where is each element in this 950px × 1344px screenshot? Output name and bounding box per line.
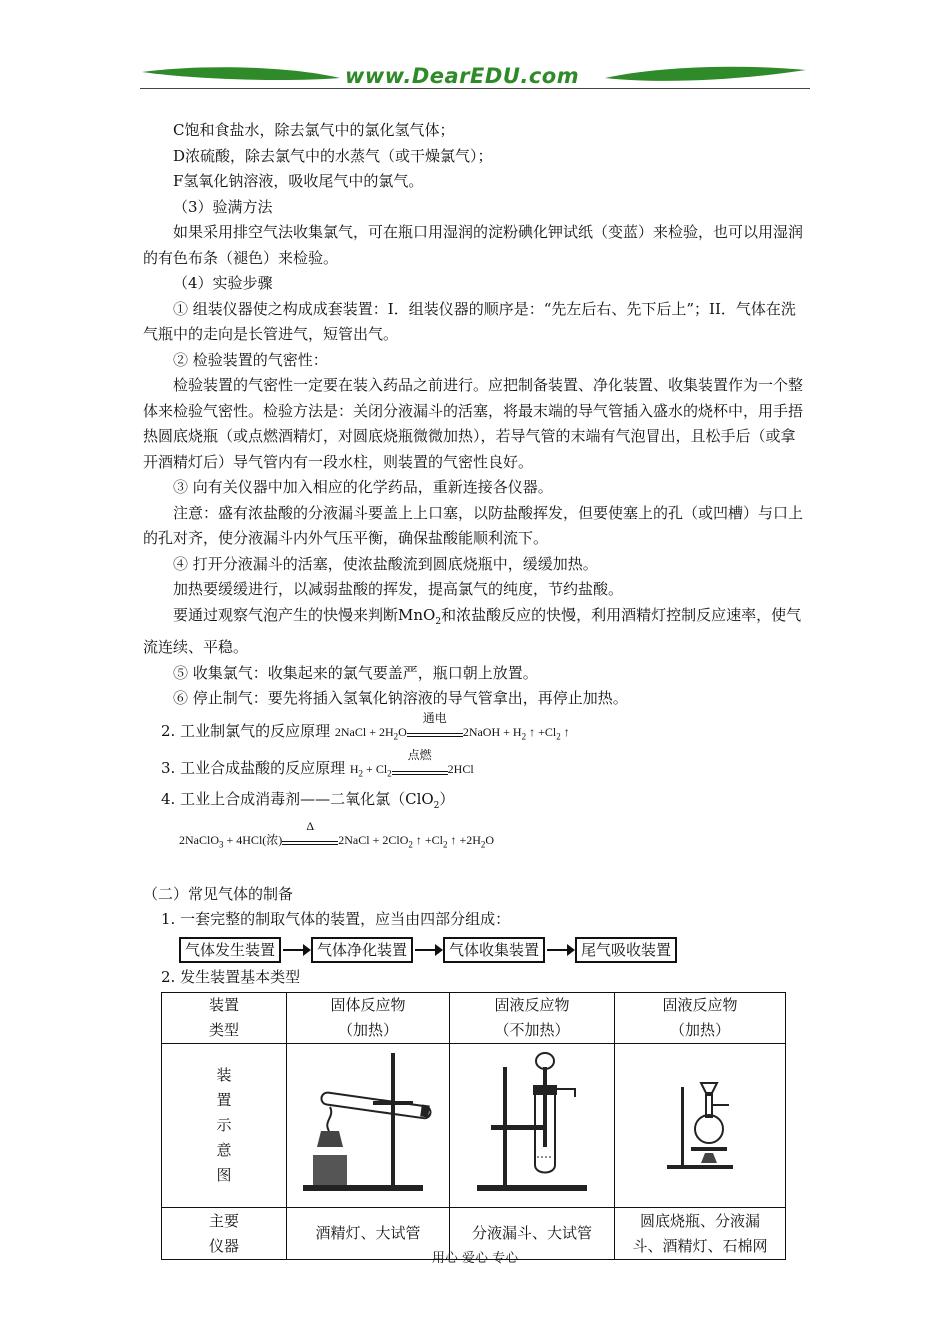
text-line: ② 检验装置的气密性：: [173, 350, 328, 369]
text-line: F氢氧化钠溶液，吸收尾气中的氯气。: [173, 172, 424, 190]
page-footer: 用心 爱心 专心: [431, 1251, 519, 1266]
paragraph: 如果采用排空气法收集氯气，可在瓶口用湿润的淀粉碘化钾试纸（变蓝）来检验，也可以用湿润的有色布条（褪色）来检验。: [143, 223, 804, 267]
arrow-right-icon: [415, 949, 441, 951]
text-line: ⑥ 停止制气：要先将插入氢氧化钠溶液的导气管拿出，再停止加热。: [173, 689, 628, 707]
apparatus-table: [161, 992, 786, 1260]
equation-2: $H_2 + Cl_2$ 点燃 2HCl: [349, 748, 474, 779]
table-cell: [287, 1044, 450, 1208]
table-cell: 装 置 示 意 图: [162, 1044, 287, 1208]
table-cell: 圆底烧瓶、分液漏 斗、酒精灯、石棉网: [615, 1208, 786, 1260]
table-row: [162, 1044, 786, 1208]
table-header-cell: 装置 类型: [162, 993, 287, 1044]
paragraph: 检验装置的气密性一定要在装入药品之前进行。应把制备装置、净化装置、收集装置作为一个整体来检验气密性。检验方法是：关闭分液漏斗的活塞，将最末端的导气管插入盛水的烧杯中，用手捂热圆底烧瓶（或点燃酒精灯，对圆底烧瓶微微加热），若导气管的末端有气泡冒出，且松手后（或拿开酒精灯后）导气管内有一段水柱，则装置的气密性良好。: [143, 376, 804, 471]
table-cell: [450, 1044, 615, 1208]
solid-liquid-heating-apparatus-image: [625, 1047, 775, 1197]
text-line: 加热要缓缓进行，以减弱盐酸的挥发，提高氯气的纯度，节约盐酸。: [173, 580, 624, 598]
text-line: ④ 打开分液漏斗的活塞，使浓盐酸流到圆底烧瓶中，缓缓加热。: [173, 554, 598, 573]
equation-line: 3. 工业合成盐酸的反应原理 $H_2 + Cl_2$ 点燃 2HCl: [161, 748, 474, 779]
text-line: C饱和食盐水，除去氯气中的氯化氢气体；: [173, 121, 455, 139]
text-line: 2. 发生装置基本类型: [161, 967, 301, 986]
text-line: ⑤ 收集氯气：收集起来的氯气要盖严，瓶口朝上放置。: [173, 663, 538, 682]
paragraph: [143, 603, 808, 661]
subheading: （4）实验步骤: [173, 274, 273, 292]
equation-1: 2NaCl + $2H_2O$ 通电 2NaOH + $H_2$ ↑ $+Cl_2$ ↑: [334, 710, 570, 741]
text-line: D浓硫酸，除去氯气中的水蒸气（或干燥氯气）；: [173, 146, 493, 165]
table-cell: 分液漏斗、大试管: [450, 1208, 615, 1260]
flow-step: 气体净化装置: [311, 937, 413, 963]
text-span: 和浓盐酸反应的快慢，利用酒精灯控制反应速率，使气流连续、平稳。: [143, 605, 802, 656]
document-body: [143, 118, 808, 1260]
paragraph: 注意：盛有浓盐酸的分液漏斗要盖上上口塞，以防盐酸挥发，但要使塞上的孔（或凹槽）与口上的孔对齐，使分液漏斗内外气压平衡，确保盐酸能顺利流下。: [143, 503, 804, 547]
table-cell: 酒精灯、大试管: [287, 1208, 450, 1260]
flow-step: 气体收集装置: [443, 937, 545, 963]
text-line: ③ 向有关仪器中加入相应的化学药品，重新连接各仪器。: [173, 478, 553, 496]
solid-heating-apparatus-image: [293, 1047, 443, 1197]
page-header: [140, 58, 810, 98]
flow-diagram: [179, 937, 808, 963]
text-line: 1. 一套完整的制取气体的装置，应当由四部分组成：: [161, 910, 511, 929]
table-cell: [615, 1044, 786, 1208]
table-header-cell: 固液反应物 （不加热）: [450, 993, 615, 1044]
paragraph: ① 组装仪器使之构成成套装置：I．组装仪器的顺序是：“先左后右、先下后上”；II．气体在洗气瓶中的走向是长管进气，短管出气。: [143, 299, 796, 343]
solid-liquid-apparatus-image: [457, 1047, 607, 1197]
text-line: 4. 工业上合成消毒剂——二氧化氯（ClO$_2$）: [161, 790, 455, 812]
table-header-cell: 固体反应物 （加热）: [287, 993, 450, 1044]
table-header-cell: 固液反应物 （加热）: [615, 993, 786, 1044]
header-rule: [140, 88, 810, 89]
header-logo: www.DearEDU.com: [345, 64, 580, 88]
table-cell: 主要 仪器: [162, 1208, 287, 1260]
text-span: 要通过观察气泡产生的快慢来判断: [173, 605, 399, 624]
formula-mno2: MnO$_2$: [398, 605, 442, 627]
flow-step: 气体发生装置: [179, 937, 281, 963]
equation-3: 2NaClO$_3$ + 4HCl(浓) Δ 2NaCl + 2ClO$_2$ ↑ $+Cl_2$ ↑ $+2H_2O$: [179, 818, 495, 850]
arrow-right-icon: [547, 949, 573, 951]
equation-line: 2. 工业制氯气的反应原理 2NaCl + $2H_2O$ 通电 2NaOH + $H_2$ ↑ $+Cl_2$ ↑: [161, 710, 570, 741]
left-leaf-swoosh: [142, 67, 340, 80]
flow-step: 尾气吸收装置: [575, 937, 677, 963]
subheading: （3）验满方法: [173, 197, 273, 216]
section-heading: （二）常见气体的制备: [143, 884, 294, 903]
arrow-right-icon: [283, 949, 309, 951]
equation-line: [143, 820, 808, 858]
right-leaf-swoosh: [605, 67, 806, 81]
table-row: [162, 993, 786, 1044]
